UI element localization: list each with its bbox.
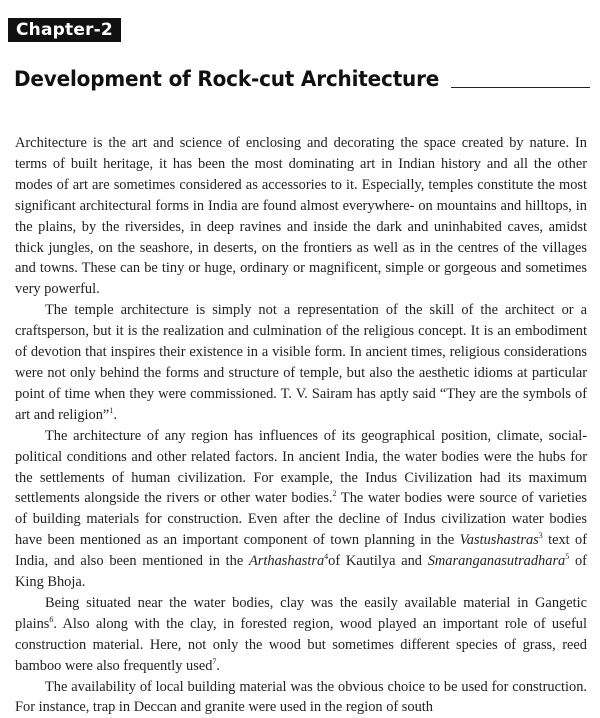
paragraph-text: The architecture of any region has influences of its geographical position, climate, social-political conditions and other related factors. In ancient India, the water bodies were the hubs for the settlements of human civilization. For example, the Indus Civilization had its maximum settlements alongside the rivers or other water bodies. bbox=[15, 427, 587, 507]
paragraph bbox=[15, 593, 587, 677]
italic-title: Vastushastras bbox=[459, 532, 539, 549]
footnote-marker: 7 bbox=[212, 656, 217, 666]
paragraph bbox=[15, 426, 587, 593]
chapter-title: Development of Rock-cut Architecture bbox=[14, 67, 440, 92]
paragraph-text: Being situated near the water bodies, clay was the easily available material in Gangetic plains bbox=[15, 594, 587, 632]
paragraph-text: The temple architecture is simply not a representation of the skill of the architect or a craftsperson, but it is the realization and culmination of the religious concept. It is an embodiment of devotion that inspires their existence in a visible form. In ancient times, religious considerations were not only behind the forms and structure of temple, but also the aesthetic idioms at particular point of time when they were commissioned. T. V. Sairam has aptly said “They are the symbols of art and religion” bbox=[15, 302, 587, 423]
paragraph-text: . bbox=[113, 406, 117, 423]
paragraph-text: . bbox=[216, 657, 221, 674]
body-text bbox=[15, 133, 587, 718]
paragraph-text: text of India, and also been mentioned in the bbox=[15, 532, 588, 570]
footnote-marker: 3 bbox=[538, 531, 543, 541]
chapter-heading bbox=[14, 66, 590, 94]
footnote-marker: 1 bbox=[109, 405, 114, 415]
paragraph-text: Architecture is the art and science of enclosing and decorating the space created by nature. In terms of built heritage, it has been the most dominating art in Indian history and all the other modes of art are sometimes considered as accessories to it. Especially, temples constitute the most significant architectural forms in India are found almost everywhere- on mountains and hilltops, in the plains, by the riversides, in deep ravines and inside the dark and uninhabited caves, amidst thick jungles, on the seashore, in deserts, on the frontiers as well as in the centres of the villages and towns. These can be tiny or huge, ordinary or magnificent, simple or gorgeous and sometimes very powerful. bbox=[15, 135, 587, 298]
footnote-marker: 4 bbox=[324, 552, 329, 562]
italic-title: Arthashastra bbox=[249, 553, 325, 570]
paragraph bbox=[15, 133, 587, 300]
chapter-label: Chapter-2 bbox=[8, 18, 121, 42]
paragraph bbox=[15, 300, 587, 425]
paragraph-text: . Also along with the clay, in forested region, wood played an important role of useful construction material. Here, not only the wood but sometimes different species of grass, reed bamboo were also frequently used bbox=[15, 615, 587, 674]
footnote-marker: 5 bbox=[565, 552, 570, 562]
paragraph bbox=[15, 677, 587, 718]
paragraph-text: of Kautilya and bbox=[328, 553, 428, 570]
paragraph-text: The water bodies were source of varieties of building materials for construction. Even after the decline of Indus civilization water bodies have been mentioned as an important component of town planning in the bbox=[15, 490, 587, 549]
paragraph-text: The availability of local building material was the obvious choice to be used for construction. For instance, trap in Deccan and granite were used in the region of south bbox=[15, 678, 587, 716]
italic-title: Smaranganasutradhara bbox=[427, 553, 566, 570]
footnote-marker: 6 bbox=[49, 615, 54, 625]
footnote-marker: 2 bbox=[332, 489, 337, 499]
paragraph-text: of King Bhoja. bbox=[15, 553, 587, 591]
title-rule bbox=[451, 87, 590, 88]
